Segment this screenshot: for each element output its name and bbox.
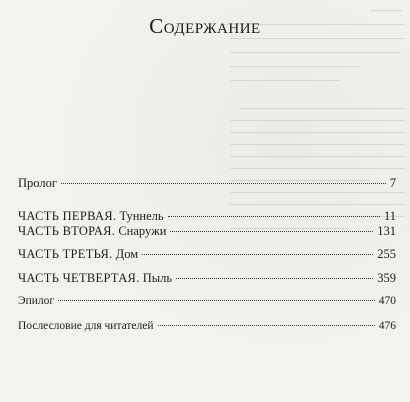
dot-leader (158, 325, 375, 326)
dot-leader (168, 216, 380, 217)
toc-part-title: Туннель (119, 209, 164, 223)
toc-entry-label: Пролог (18, 176, 57, 190)
toc-entry-label (18, 209, 164, 223)
toc-part-title: Пыль (142, 271, 173, 285)
toc-entry-afterword (18, 319, 396, 333)
toc-entry-part-1 (18, 209, 396, 223)
toc-entry-page: 11 (383, 209, 396, 223)
toc-entry-label (18, 224, 166, 238)
toc-entry-page: 470 (378, 295, 396, 307)
toc-entry-page: 131 (377, 224, 396, 238)
toc-part-title: Дом (115, 247, 139, 261)
toc-part-label: ЧАСТЬ ВТОРАЯ. (18, 224, 116, 238)
toc-part-label: ЧАСТЬ ТРЕТЬЯ. (18, 247, 113, 261)
toc-entry-part-4 (18, 271, 396, 285)
toc-entry-page: 7 (389, 176, 396, 190)
toc-part-title: Снаружи (118, 224, 167, 238)
toc-entry-label: Послесловие для читателей (18, 320, 154, 332)
dot-leader (176, 278, 373, 279)
toc-entry-epilogue (18, 294, 396, 308)
toc-entry-page: 476 (378, 320, 396, 332)
toc-entry-label: Эпилог (18, 295, 55, 307)
toc-part-label: ЧАСТЬ ЧЕТВЕРТАЯ. (18, 271, 140, 285)
toc-entry-label (18, 271, 172, 285)
dot-leader (170, 231, 373, 232)
toc-entry-label (18, 247, 138, 261)
toc-part-label: ЧАСТЬ ПЕРВАЯ. (18, 209, 117, 223)
dot-leader (58, 300, 375, 301)
toc-entry-page: 359 (377, 271, 396, 285)
toc-entry-part-2 (18, 224, 396, 238)
dot-leader (142, 254, 373, 255)
toc-entry-part-3 (18, 247, 396, 261)
dot-leader (61, 183, 386, 184)
toc-entry-page: 255 (377, 247, 396, 261)
page-title: Содержание (149, 14, 261, 38)
toc-entry-prologue (18, 176, 396, 190)
